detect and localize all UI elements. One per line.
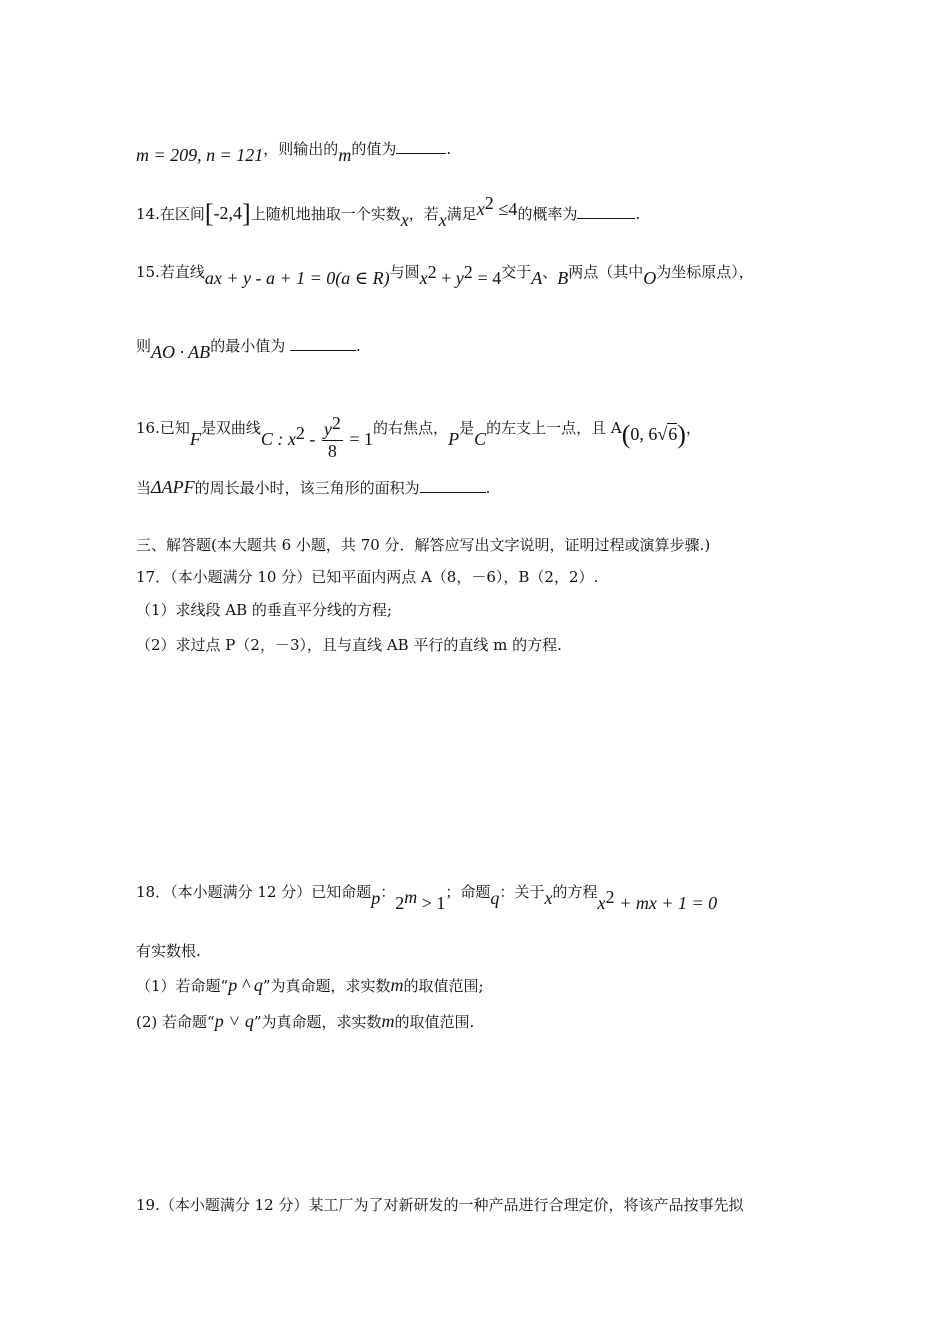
question-18: 18．（本小题满分 12 分）已知命题p：$2^m > 1$；命题q：关于x的方程$x^2$ + mx + 1 = 0	[136, 883, 718, 913]
q16-focus-f: F	[189, 429, 201, 449]
q15-separator: 、	[542, 263, 558, 281]
q18-text-4: 的方程	[552, 883, 598, 901]
q14-var-x-2: x	[438, 210, 447, 230]
interval-bracket-right: ]	[242, 199, 251, 228]
q15-circle-equation: = 4	[477, 268, 502, 288]
q18-text-1: （本小题满分 12 分）已知命题	[170, 883, 372, 901]
q18-p2-text-c: 的取值范围.	[394, 1013, 475, 1031]
q16-number: 16.	[136, 419, 160, 437]
q16-text-5: 的左支上一点，且 A	[486, 419, 622, 437]
q16-text-2: 是双曲线	[200, 419, 261, 437]
interval-bracket-left: [	[204, 199, 214, 228]
q18-p2-text-b: ”为真命题，求实数	[253, 1013, 382, 1031]
q16-frac-num: y	[323, 419, 332, 439]
question-18-part-1	[136, 975, 484, 996]
q16-curve-c: C	[474, 429, 487, 449]
q16-fraction: $\frac{y^2}{8}$	[323, 413, 341, 461]
q16-curve-lhs: C : x	[260, 429, 296, 449]
section-3-heading: 三、解答题(本大题共 6 小题，共 70 分．解答应写出文字说明，证明过程或演算步骤.)	[136, 536, 711, 554]
q18-p1-text-b: ”为真命题，求实数	[262, 977, 391, 995]
answer-blank-13[interactable]	[396, 141, 446, 154]
q18-text-3: ：关于	[499, 883, 545, 901]
q14-text-1: 在区间	[159, 205, 205, 223]
q16-l2-text-1: 当	[136, 479, 152, 497]
question-16: 16.已知F是双曲线C : $x^2$ - $\frac{y^2}{8}$ = 1的右焦点，P是C的左支上一点，且 A(0, 6√6)，	[136, 413, 701, 461]
q18-colon: ：	[380, 883, 396, 901]
q15-text-2: 与圆	[389, 263, 420, 281]
q14-text-2: 上随机地抽取一个实数	[250, 205, 401, 223]
q16-eq-rhs: = 1	[344, 429, 374, 449]
q18-p1-var-m: m	[390, 975, 404, 995]
question-16-line-2	[136, 477, 490, 498]
q18-prop-p: p	[371, 888, 381, 908]
q18-var-x: x	[544, 888, 553, 908]
q16-end: .	[485, 479, 491, 497]
q18-p1-expr: p ^ q	[228, 975, 263, 995]
question-15-line-2	[136, 335, 361, 362]
q13-end: .	[446, 140, 452, 158]
q18-p1-text-a: （1）若命题“	[136, 977, 229, 995]
q16-point-coords: 0, 6	[630, 424, 658, 444]
q18-p2-var-m: m	[381, 1011, 395, 1031]
q16-comma: ，	[685, 419, 701, 437]
q16-l2-text-2: 的周长最小时，该三角形的面积为	[194, 479, 420, 497]
q16-minus: -	[304, 429, 320, 449]
question-14: 14.在区间[-2,4]上随机地抽取一个实数x，若x满足$x^2 \le 4$的概率为 .	[136, 193, 641, 230]
q15-text-5: 为坐标原点），	[656, 263, 754, 281]
question-18-part-2	[136, 1011, 474, 1032]
q15-point-o: O	[643, 268, 657, 288]
answer-blank-14[interactable]	[577, 206, 635, 219]
q16-point-p: P	[448, 429, 460, 449]
question-18-line-2: 有实数根.	[136, 942, 201, 960]
q18-p1-text-c: 的取值范围;	[403, 977, 484, 995]
question-17-part-1: （1）求线段 AB 的垂直平分线的方程;	[136, 601, 392, 619]
q18-condition-p: > 1	[417, 893, 446, 913]
q16-sqrt-arg: 6	[668, 424, 678, 444]
q15-text-4: 两点（其中	[568, 263, 644, 281]
q14-text-3: ，若	[408, 205, 439, 223]
q15-point-b: B	[557, 268, 569, 288]
q15-end: .	[355, 337, 361, 355]
q18-semicolon: ；	[445, 883, 461, 901]
q13-text-2: 的值为	[351, 140, 397, 158]
q13-var-m: m	[338, 145, 352, 165]
q13-condition-math: m = 209, n = 121	[136, 145, 264, 165]
q18-equation: + mx + 1 = 0	[619, 893, 718, 913]
q15-text-1: 若直线	[159, 263, 205, 281]
q13-text-1: ，则输出的	[263, 140, 339, 158]
q18-prop-q: q	[490, 888, 500, 908]
q16-text-4: 是	[459, 419, 475, 437]
q16-frac-den: 8	[327, 441, 337, 461]
q18-p2-expr: p ˅ q	[214, 1011, 254, 1031]
q14-text-5: 的概率为	[517, 205, 578, 223]
q15-dot-product: AO · AB	[151, 342, 211, 362]
q18-text-2: 命题	[460, 883, 491, 901]
q15-number: 15.	[136, 263, 160, 281]
q15-point-a: A	[531, 268, 543, 288]
q14-text-4: 满足	[446, 205, 477, 223]
question-19-head: 19.（本小题满分 12 分）某工厂为了对新研发的一种产品进行合理定价，将该产品按事先拟	[136, 1196, 744, 1214]
q18-number: 18．	[136, 883, 171, 901]
q18-p2-text-a: (2) 若命题“	[136, 1013, 215, 1031]
q14-var-x-1: x	[400, 210, 409, 230]
q15-l2-text-2: 的最小值为	[210, 337, 286, 355]
q14-interval: -2,4	[213, 203, 243, 223]
q16-text-1: 已知	[159, 419, 190, 437]
q14-condition: ≤4	[498, 199, 518, 219]
q14-number: 14.	[136, 205, 160, 223]
q15-text-3: 交于	[501, 263, 532, 281]
question-17-head: 17．（本小题满分 10 分）已知平面内两点 A（8，－6），B（2，2）.	[136, 568, 599, 586]
question-15: 15.若直线ax + y - a + 1 = 0(a ∈ R)与圆$x^2 + y^2 = 4$交于A、B两点（其中O为坐标原点），	[136, 262, 754, 288]
q13-tail-line	[136, 138, 452, 165]
q15-line-equation: ax + y - a + 1 = 0(a ∈ R)	[204, 268, 390, 288]
q16-triangle: ΔAPF	[151, 477, 195, 497]
question-17-part-2: （2）求过点 P（2，－3），且与直线 AB 平行的直线 m 的方程.	[136, 636, 562, 654]
q15-l2-text-1: 则	[136, 337, 152, 355]
answer-blank-16[interactable]	[420, 480, 486, 493]
answer-blank-15[interactable]	[290, 338, 356, 351]
q14-end: .	[635, 205, 641, 223]
q16-text-3: 的右焦点，	[373, 419, 449, 437]
